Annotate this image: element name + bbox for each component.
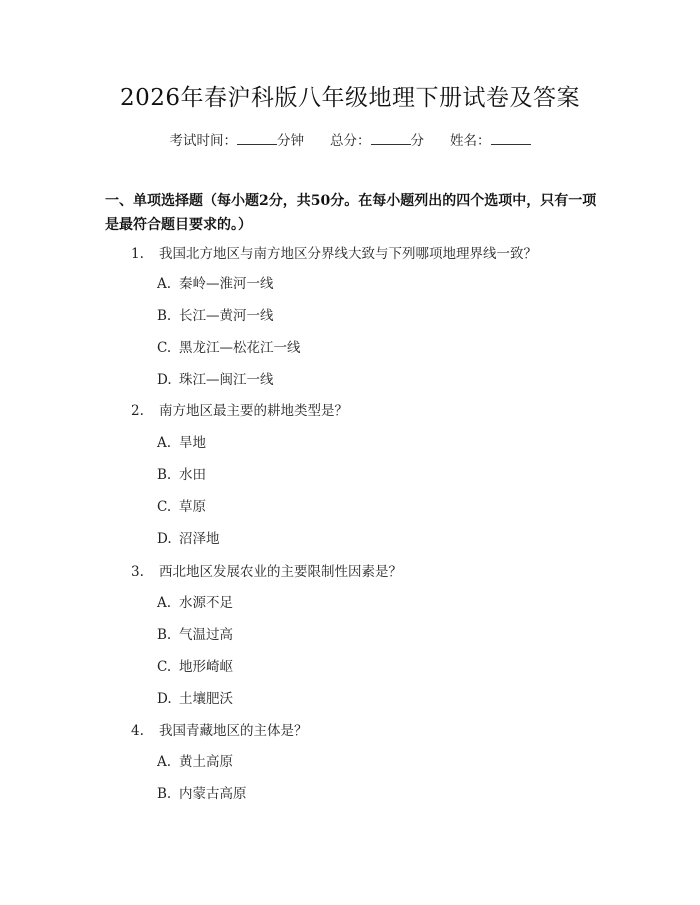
option-letter: B. xyxy=(157,627,172,643)
option-letter: A. xyxy=(157,435,172,451)
question-1-option-b xyxy=(157,306,274,326)
exam-info-line xyxy=(0,131,700,151)
option-text: 气温过高 xyxy=(179,627,233,643)
option-letter: A. xyxy=(157,595,172,611)
question-text: 我国北方地区与南方地区分界线大致与下列哪项地理界线一致？ xyxy=(159,246,537,262)
option-text: 地形崎岖 xyxy=(179,659,233,675)
question-4 xyxy=(131,721,308,741)
question-3-option-a xyxy=(157,593,233,613)
option-text: 土壤肥沃 xyxy=(179,691,233,707)
question-text: 南方地区最主要的耕地类型是？ xyxy=(159,403,348,419)
question-3-option-d xyxy=(157,689,233,709)
option-letter: B. xyxy=(157,786,172,802)
question-1-option-d xyxy=(157,370,274,390)
option-letter: A. xyxy=(157,754,172,770)
option-letter: B. xyxy=(157,467,172,483)
score-label: 总分： xyxy=(330,133,371,149)
option-text: 沼泽地 xyxy=(179,531,220,547)
question-4-option-b xyxy=(157,784,247,804)
question-4-option-a xyxy=(157,752,233,772)
question-1 xyxy=(131,244,537,264)
option-letter: C. xyxy=(157,499,172,515)
question-2-option-b xyxy=(157,465,206,485)
option-text: 长江—黄河一线 xyxy=(179,308,274,324)
question-2 xyxy=(131,401,348,421)
option-letter: D. xyxy=(157,531,172,547)
score-unit: 分 xyxy=(410,133,424,149)
option-text: 草原 xyxy=(179,499,206,515)
option-text: 水田 xyxy=(179,467,206,483)
option-letter: C. xyxy=(157,340,172,356)
question-3-option-b xyxy=(157,625,233,645)
question-3-option-c xyxy=(157,657,233,677)
option-letter: B. xyxy=(157,308,172,324)
option-letter: D. xyxy=(157,372,172,388)
question-number: 2. xyxy=(131,403,144,419)
time-unit: 分钟 xyxy=(277,133,304,149)
question-2-option-d xyxy=(157,529,220,549)
page-title: 2026年春沪科版八年级地理下册试卷及答案 xyxy=(119,85,581,111)
option-text: 黑龙江—松花江一线 xyxy=(179,340,301,356)
option-text: 黄土高原 xyxy=(179,754,233,770)
section-heading: 一、单项选择题（每小题2分，共50分。在每小题列出的四个选项中，只有一项是最符合题目要求的。） xyxy=(105,193,597,233)
question-2-option-c xyxy=(157,497,206,517)
question-number: 1. xyxy=(131,246,144,262)
question-text: 我国青藏地区的主体是？ xyxy=(159,723,308,739)
question-3 xyxy=(131,562,402,582)
option-text: 珠江—闽江一线 xyxy=(179,372,274,388)
option-text: 秦岭—淮河一线 xyxy=(179,276,274,292)
score-blank xyxy=(371,132,411,145)
question-1-option-c xyxy=(157,338,301,358)
name-label: 姓名： xyxy=(450,133,491,149)
time-label: 考试时间： xyxy=(169,133,237,149)
question-1-option-a xyxy=(157,274,274,294)
question-2-option-a xyxy=(157,433,206,453)
question-number: 3. xyxy=(131,564,144,580)
option-letter: A. xyxy=(157,276,172,292)
question-number: 4. xyxy=(131,723,144,739)
time-blank xyxy=(237,132,277,145)
question-text: 西北地区发展农业的主要限制性因素是？ xyxy=(159,564,402,580)
option-letter: C. xyxy=(157,659,172,675)
option-text: 旱地 xyxy=(179,435,206,451)
option-letter: D. xyxy=(157,691,172,707)
option-text: 水源不足 xyxy=(179,595,233,611)
option-text: 内蒙古高原 xyxy=(179,786,247,802)
name-blank xyxy=(491,132,531,145)
